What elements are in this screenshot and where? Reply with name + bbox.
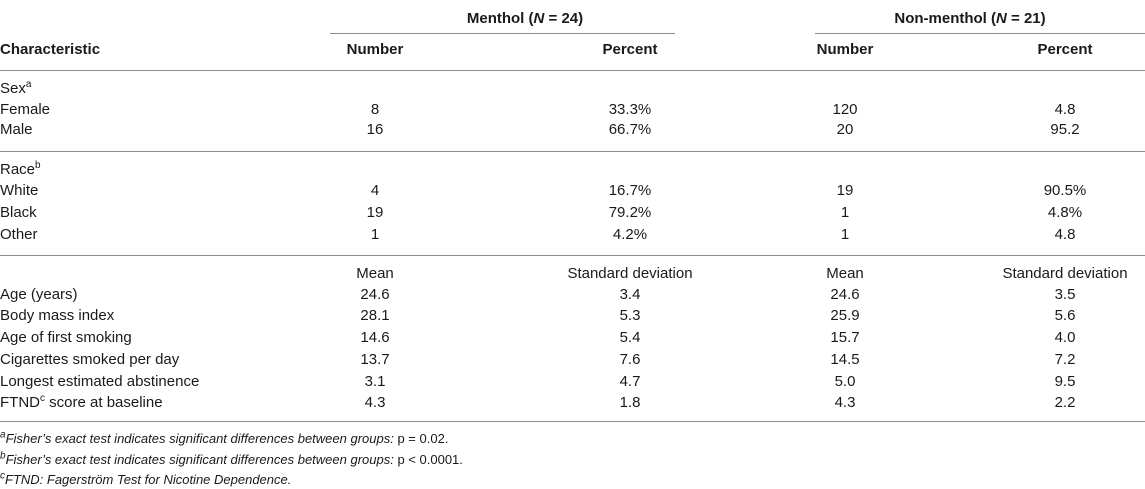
cell-nonmenthol-mean: 24.6 [830, 286, 860, 303]
cell-menthol-percent: 79.2% [608, 204, 652, 221]
cell-nonmenthol-percent: 95.2 [1050, 121, 1080, 138]
cell-nonmenthol-mean: 4.3 [834, 394, 856, 411]
cell-nonmenthol-percent: 4.8 [1054, 226, 1076, 243]
row-label: FTND$^c$ score at baseline [0, 393, 163, 411]
cell-menthol-number: 1 [370, 226, 380, 243]
cell-menthol-mean: 14.6 [360, 329, 390, 346]
row-label: Other [0, 226, 38, 243]
cell-menthol-mean: 24.6 [360, 286, 390, 303]
subheader-nonmenthol-sd: Standard deviation [1002, 265, 1128, 282]
cell-menthol-percent: 4.2% [612, 226, 648, 243]
row-label: Longest estimated abstinence [0, 373, 200, 390]
cell-menthol-mean: 13.7 [360, 351, 390, 368]
cell-menthol-mean: 3.1 [364, 373, 386, 390]
cell-nonmenthol-number: 20 [836, 121, 854, 138]
footnote-c: $^c$FTND: Fagerström Test for Nicotine Dependence. [0, 470, 292, 487]
subheader-nonmenthol-mean: Mean [826, 265, 864, 282]
cell-nonmenthol-percent: 4.8 [1054, 101, 1076, 118]
cell-nonmenthol-sd: 4.0 [1054, 329, 1076, 346]
cell-nonmenthol-mean: 5.0 [834, 373, 856, 390]
cell-nonmenthol-number: 1 [840, 226, 850, 243]
row-label: Black [0, 204, 37, 221]
cell-nonmenthol-mean: 14.5 [830, 351, 860, 368]
cell-nonmenthol-sd: 3.5 [1054, 286, 1076, 303]
subheader-menthol-mean: Mean [356, 265, 394, 282]
section-label-race: Race$^b$ [0, 160, 41, 178]
cell-nonmenthol-number: 120 [832, 101, 858, 118]
nonmenthol-group-rule [815, 33, 1145, 34]
cell-menthol-number: 8 [370, 101, 380, 118]
section-rule [0, 255, 1145, 256]
cell-menthol-percent: 16.7% [608, 182, 652, 199]
header-rule [0, 70, 1145, 71]
cell-menthol-percent: 33.3% [608, 101, 652, 118]
cell-nonmenthol-percent: 90.5% [1043, 182, 1087, 199]
cell-menthol-number: 19 [366, 204, 384, 221]
cell-menthol-percent: 66.7% [608, 121, 652, 138]
cell-menthol-mean: 28.1 [360, 307, 390, 324]
cell-nonmenthol-sd: 2.2 [1054, 394, 1076, 411]
row-label: White [0, 182, 39, 199]
row-label: Age (years) [0, 286, 78, 303]
column-header-nonmenthol-percent: Percent [1037, 41, 1093, 58]
row-label: Female [0, 101, 51, 118]
nonmenthol-group-header: Non-menthol (N = 21) [894, 10, 1046, 27]
cell-menthol-sd: 4.7 [619, 373, 641, 390]
table-bottom-rule [0, 421, 1145, 422]
cell-nonmenthol-mean: 15.7 [830, 329, 860, 346]
column-header-menthol-percent: Percent [602, 41, 658, 58]
cell-nonmenthol-sd: 5.6 [1054, 307, 1076, 324]
cell-nonmenthol-mean: 25.9 [830, 307, 860, 324]
cell-menthol-number: 16 [366, 121, 384, 138]
cell-nonmenthol-sd: 7.2 [1054, 351, 1076, 368]
row-label: Age of first smoking [0, 329, 132, 346]
cell-menthol-sd: 7.6 [619, 351, 641, 368]
row-label: Male [0, 121, 33, 138]
footnote-a: $^a$Fisher’s exact test indicates significant differences between groups: p = 0.02. [0, 429, 449, 446]
cell-menthol-sd: 1.8 [619, 394, 641, 411]
column-header-nonmenthol-number: Number [816, 41, 874, 58]
cell-nonmenthol-number: 1 [840, 204, 850, 221]
subheader-menthol-sd: Standard deviation [567, 265, 693, 282]
cell-menthol-number: 4 [370, 182, 380, 199]
cell-nonmenthol-number: 19 [836, 182, 854, 199]
menthol-group-header: Menthol (N = 24) [466, 10, 584, 27]
cell-nonmenthol-sd: 9.5 [1054, 373, 1076, 390]
row-label: Cigarettes smoked per day [0, 351, 180, 368]
section-label-sex: Sex$^a$ [0, 79, 32, 97]
cell-menthol-sd: 5.3 [619, 307, 641, 324]
cell-nonmenthol-percent: 4.8% [1047, 204, 1083, 221]
column-header-characteristic: Characteristic [0, 41, 101, 58]
footnote-b: $^b$Fisher’s exact test indicates significant differences between groups: p < 0.0001. [0, 450, 463, 467]
cell-menthol-sd: 3.4 [619, 286, 641, 303]
cell-menthol-mean: 4.3 [364, 394, 386, 411]
cell-menthol-sd: 5.4 [619, 329, 641, 346]
column-header-menthol-number: Number [346, 41, 404, 58]
row-label: Body mass index [0, 307, 115, 324]
section-rule [0, 151, 1145, 152]
menthol-group-rule [330, 33, 675, 34]
